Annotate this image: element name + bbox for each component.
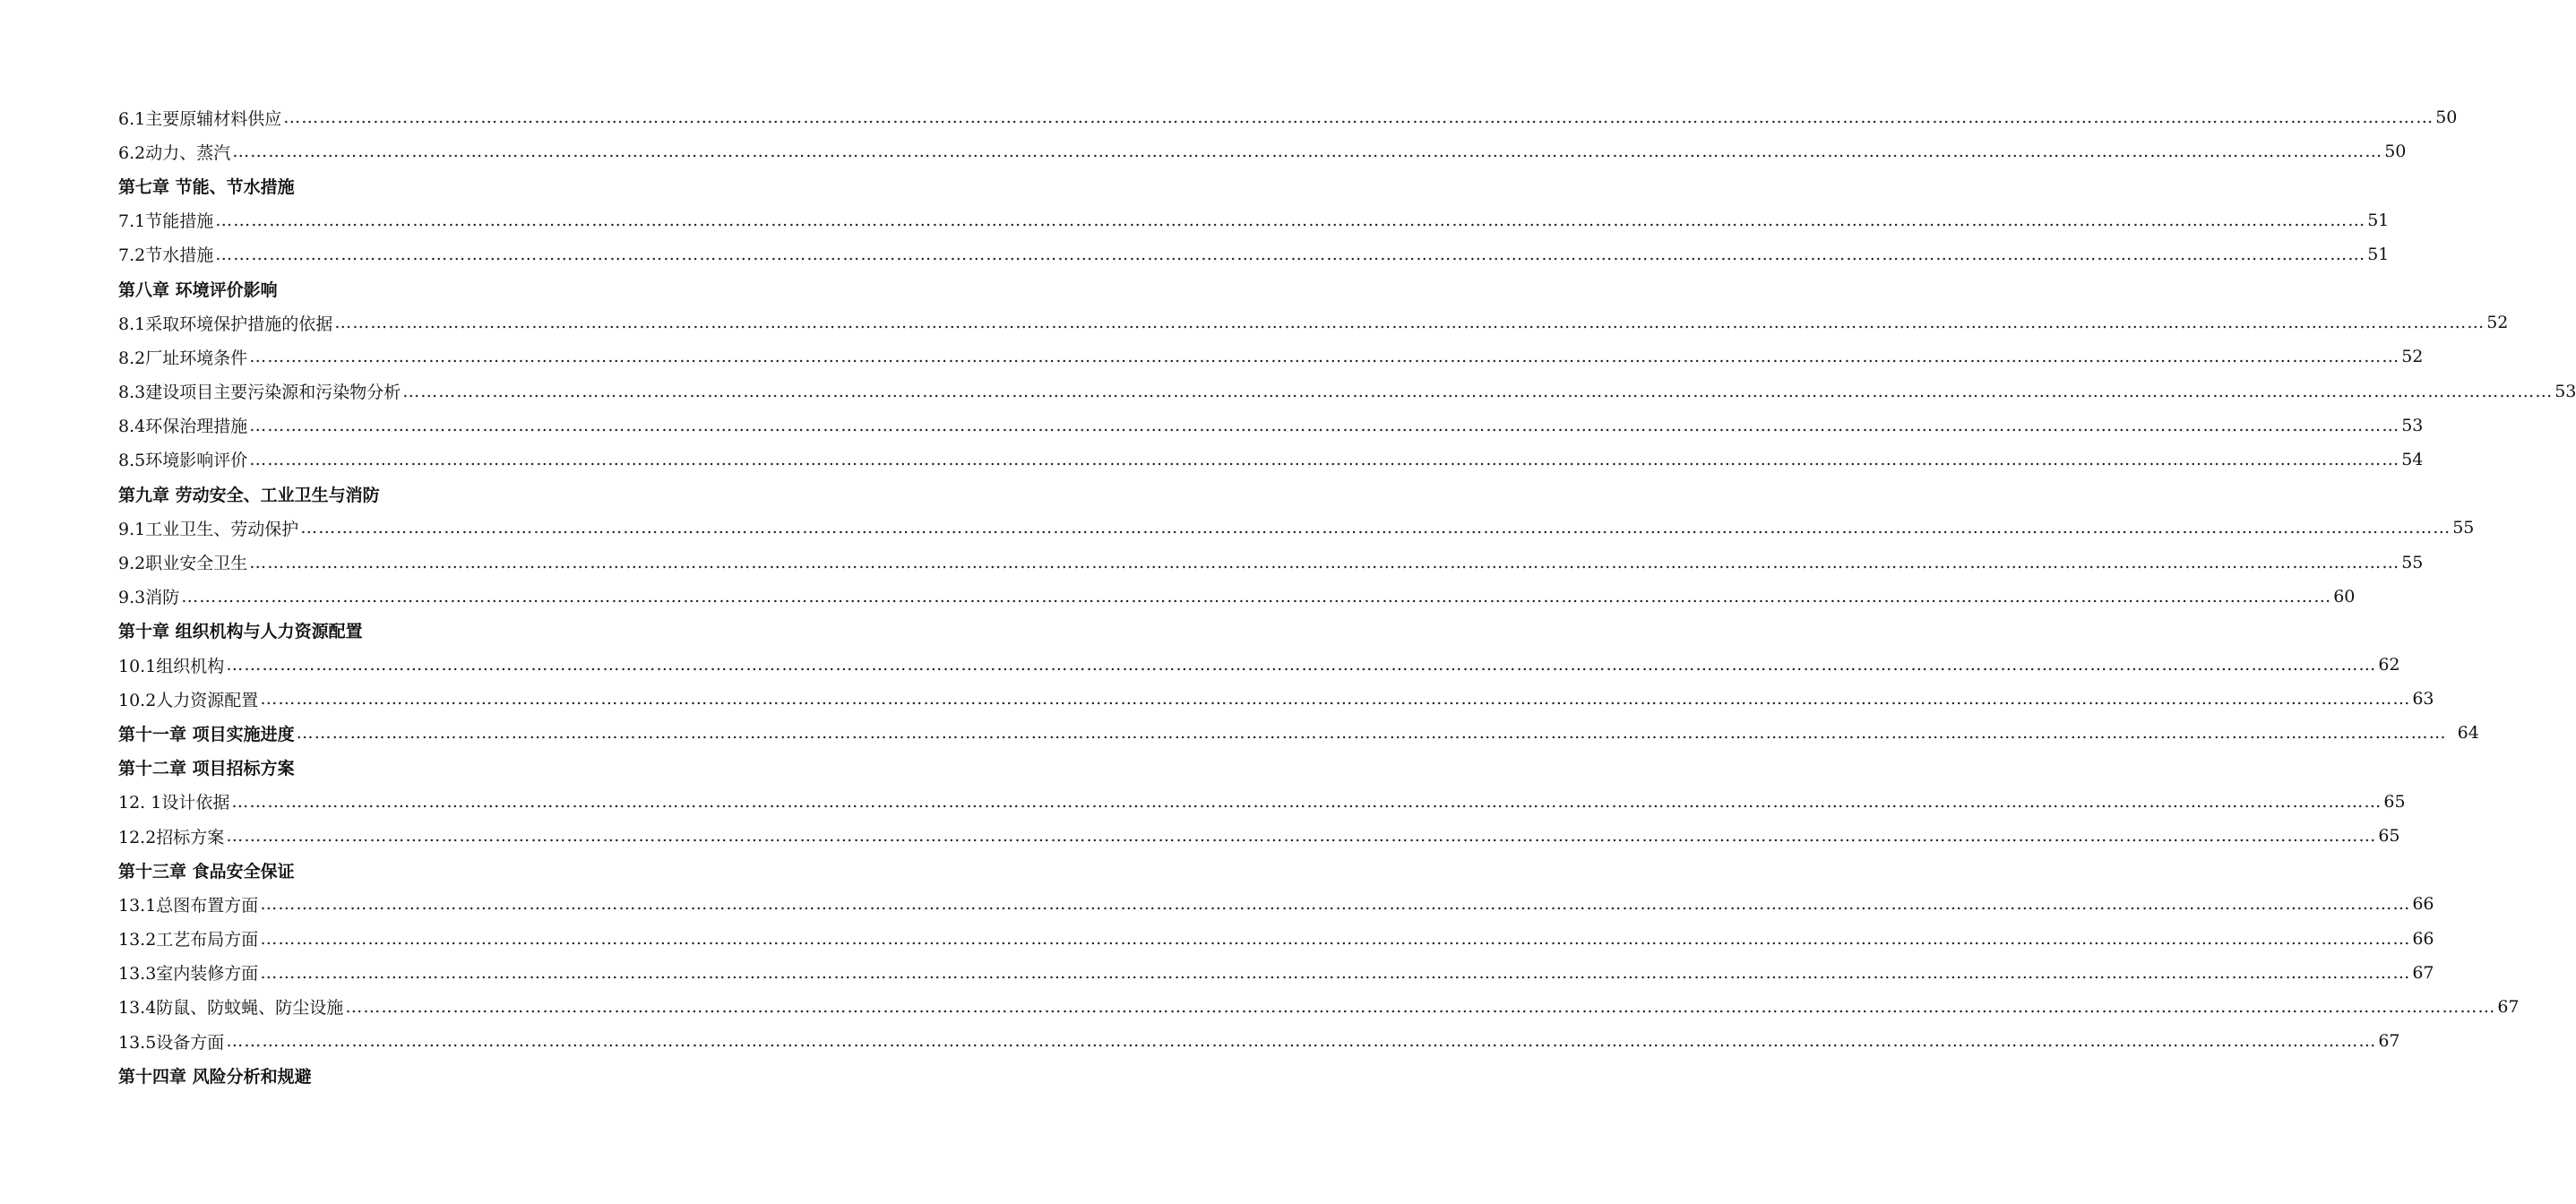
section-title: 8.1采取环境保护措施的依据: [118, 314, 333, 334]
dot-leader: ………………………………………………………………………………………………………………………………………………………………………………………………………………………………………………………………………………………………………………………………: [226, 826, 2377, 847]
toc-chapter-row: [118, 477, 745, 511]
page-number: 67: [2497, 996, 2520, 1017]
dot-leader: ………………………………………………………………………………………………………………………………………………………………………………………………………………………………………………………………………………………………………………………………: [345, 996, 2496, 1017]
dot-leader: ………………………………………………………………………………………………………………………………………………………………………………………………………………………………………………………………………………………………………………………………: [181, 586, 2332, 606]
chapter-title: 第九章 劳动安全、工业卫生与消防: [118, 485, 380, 505]
toc-section-row: [118, 580, 2356, 614]
toc-section-row: [118, 922, 2434, 956]
section-title: 7.2节水措施: [118, 245, 214, 266]
section-title: 8.5环境影响评价: [118, 451, 248, 471]
page-number: 65: [2383, 791, 2406, 812]
section-title: 9.1工业卫生、劳动保护: [118, 519, 299, 539]
dot-leader: ………………………………………………………………………………………………………………………………………………………………………………………………………………………………………………………………………………………………………………………………: [226, 655, 2377, 675]
section-title: 6.2动力、蒸汽: [118, 142, 231, 163]
page-number: 63: [2412, 689, 2434, 710]
chapter-title: 第十一章 项目实施进度: [118, 724, 295, 744]
dot-leader: ………………………………………………………………………………………………………………………………………………………………………………………………………………………………………………………………………………………………………………………………: [260, 928, 2411, 949]
page-number: 51: [2367, 244, 2390, 264]
section-title: 9.2职业安全卫生: [118, 554, 248, 574]
section-title: 13.3室内装修方面: [118, 964, 259, 985]
chapter-title: 第十章 组织机构与人力资源配置: [118, 622, 363, 642]
dot-leader: ………………………………………………………………………………………………………………………………………………………………………………………………………………………………………………………………………………………………………………………………: [215, 244, 2366, 264]
section-title: 13.1总图布置方面: [118, 895, 259, 916]
toc-section-row: [118, 1024, 2400, 1058]
page-number: 66: [2412, 928, 2434, 949]
section-title: 7.1节能措施: [118, 211, 214, 232]
section-title: 13.4防鼠、防蚊蝇、防尘设施: [118, 998, 344, 1019]
section-title: 8.2厂址环境条件: [118, 348, 248, 368]
page-number: 65: [2378, 826, 2400, 847]
dot-leader: ………………………………………………………………………………………………………………………………………………………………………………………………………………………………………………………………………………………………………………………………: [231, 791, 2382, 812]
dot-leader: ………………………………………………………………………………………………………………………………………………………………………………………………………………………………………………………………………………………………………………………………: [283, 108, 2434, 128]
dot-leader: ………………………………………………………………………………………………………………………………………………………………………………………………………………………………………………………………………………………………………………………………: [249, 449, 2400, 469]
page-number: 60: [2333, 586, 2356, 606]
chapter-title: 第七章 节能、节水措施: [118, 176, 295, 197]
toc-chapter-row: [118, 271, 745, 305]
dot-leader: ………………………………………………………………………………………………………………………………………………………………………………………………………………………………………………………………………………………………………………………………: [249, 347, 2400, 367]
toc-chapter-row: [118, 751, 745, 785]
toc-section-row: [118, 134, 2407, 168]
dot-leader: ………………………………………………………………………………………………………………………………………………………………………………………………………………………………………………………………………………………………………………………………: [249, 415, 2400, 435]
section-title: 9.3消防: [118, 588, 180, 608]
toc-section-row: [118, 990, 2520, 1024]
page-number: 51: [2367, 210, 2390, 230]
toc-chapter-row: [118, 1058, 745, 1092]
dot-leader: ………………………………………………………………………………………………………………………………………………………………………………………………………………………………………………………………………………………………………………………………: [215, 210, 2366, 230]
section-title: 10.2人力资源配置: [118, 690, 259, 710]
dot-leader: ………………………………………………………………………………………………………………………………………………………………………………………………………………………………………………………………………………………………………………………………: [249, 552, 2400, 572]
table-of-contents: [118, 100, 2576, 1092]
toc-section-row: [118, 648, 2400, 682]
chapter-title: 第十二章 项目招标方案: [118, 759, 295, 779]
toc-section-row: [118, 443, 2424, 477]
section-title: 12. 1设计依据: [118, 793, 230, 813]
toc-chapter-row: [118, 716, 2479, 750]
page-number: 55: [2452, 518, 2475, 538]
section-title: 6.1主要原辅材料供应: [118, 108, 282, 129]
page-number: 53: [2554, 381, 2576, 401]
dot-leader: ………………………………………………………………………………………………………………………………………………………………………………………………………………………………………………………………………………………………………………………………: [232, 142, 2383, 162]
toc-section-row: [118, 682, 2434, 716]
toc-section-row: [118, 374, 2576, 408]
dot-leader: ………………………………………………………………………………………………………………………………………………………………………………………………………………………………………………………………………………………………………………………………: [260, 894, 2411, 915]
toc-section-row: [118, 237, 2390, 271]
toc-section-row: [118, 887, 2434, 921]
toc-section-row: [118, 305, 2509, 340]
dot-leader: ………………………………………………………………………………………………………………………………………………………………………………………………………………………………………………………………………………………………………………………………: [260, 689, 2411, 710]
dot-leader: ………………………………………………………………………………………………………………………………………………………………………………………………………………………………………………………………………………………………………………………………: [296, 723, 2447, 744]
section-title: 10.1组织机构: [118, 656, 225, 676]
dot-leader: ………………………………………………………………………………………………………………………………………………………………………………………………………………………………………………………………………………………………………………………………: [402, 381, 2554, 401]
page-number: 55: [2401, 552, 2424, 572]
page-number: 52: [2401, 347, 2424, 367]
toc-chapter-row: [118, 853, 745, 887]
toc-section-row: [118, 340, 2424, 374]
toc-section-row: [118, 203, 2390, 237]
page-number: 67: [2378, 1031, 2400, 1052]
toc-chapter-row: [118, 614, 745, 648]
section-title: 13.5设备方面: [118, 1032, 225, 1053]
page-number: 53: [2401, 415, 2424, 435]
toc-section-row: [118, 956, 2434, 990]
toc-section-row: [118, 100, 2458, 134]
page-number: 50: [2384, 142, 2407, 162]
toc-section-row: [118, 545, 2424, 579]
toc-chapter-row: [118, 168, 745, 202]
section-title: 8.4环保治理措施: [118, 417, 248, 437]
page-number: 52: [2486, 313, 2509, 333]
toc-section-row: [118, 408, 2424, 443]
page-number: 64: [2457, 723, 2479, 744]
page-number: 50: [2435, 108, 2458, 128]
toc-section-row: [118, 819, 2400, 853]
page-number: 54: [2401, 449, 2424, 469]
page-number: 67: [2412, 962, 2434, 983]
toc-section-row: [118, 511, 2475, 545]
chapter-title: 第十四章 风险分析和规避: [118, 1066, 312, 1087]
chapter-title: 第十三章 食品安全保证: [118, 861, 295, 882]
dot-leader: ………………………………………………………………………………………………………………………………………………………………………………………………………………………………………………………………………………………………………………………………: [334, 313, 2486, 333]
dot-leader: ………………………………………………………………………………………………………………………………………………………………………………………………………………………………………………………………………………………………………………………………: [300, 518, 2451, 538]
section-title: 8.3建设项目主要污染源和污染物分析: [118, 383, 401, 403]
section-title: 13.2工艺布局方面: [118, 930, 259, 950]
chapter-title: 第八章 环境评价影响: [118, 280, 278, 300]
page-number: 66: [2412, 894, 2434, 915]
dot-leader: ………………………………………………………………………………………………………………………………………………………………………………………………………………………………………………………………………………………………………………………………: [260, 962, 2411, 983]
dot-leader: ………………………………………………………………………………………………………………………………………………………………………………………………………………………………………………………………………………………………………………………………: [226, 1031, 2377, 1052]
section-title: 12.2招标方案: [118, 827, 225, 847]
toc-section-row: [118, 785, 2406, 819]
page-number: 62: [2378, 655, 2400, 675]
